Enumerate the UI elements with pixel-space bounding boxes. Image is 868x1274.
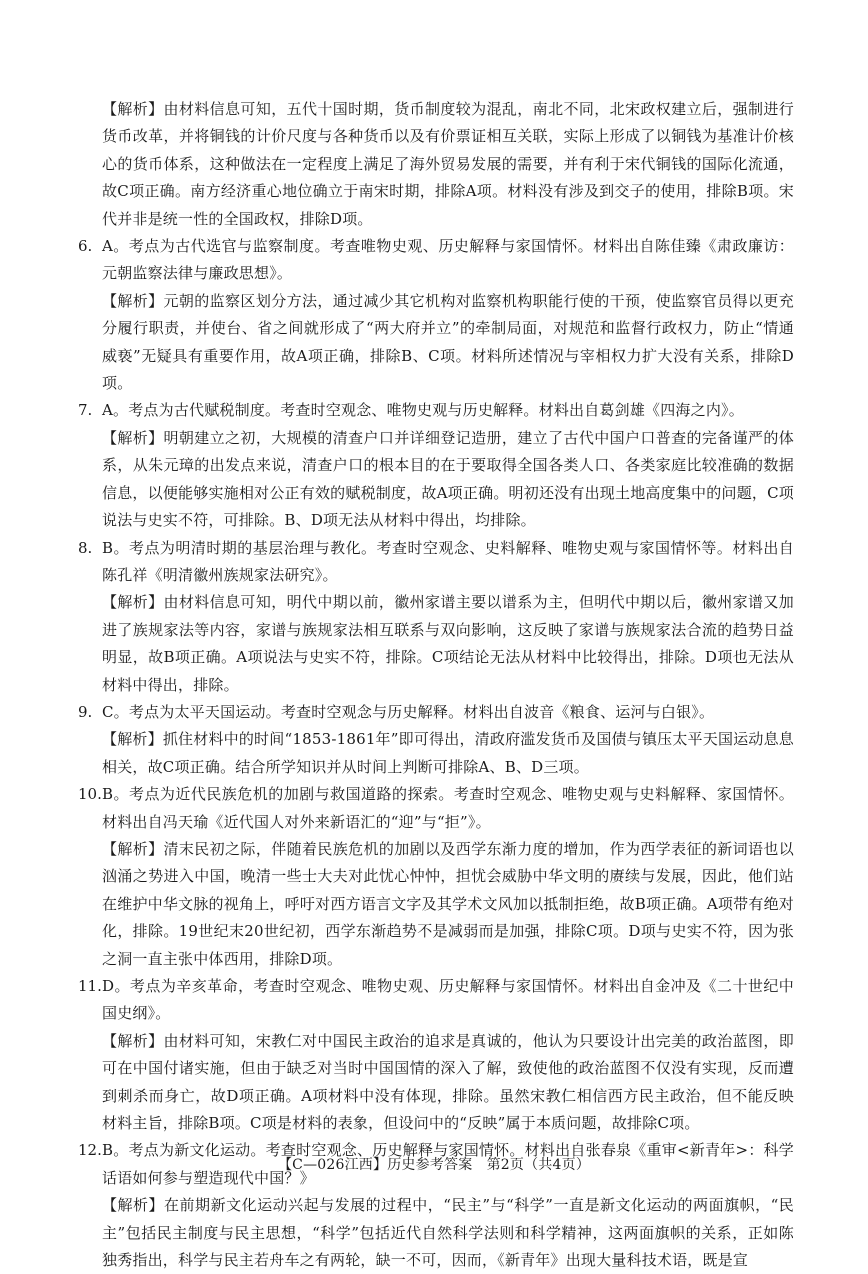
item-analysis: 【解析】清末民初之际，伴随着民族危机的加剧以及西学东渐力度的增加，作为西学表征的新词语也以汹涌之势进入中国，晚清一些士大夫对此忧心忡忡，担忧会威胁中华文明的赓续与发展，因此，他们站在维护中华文脉的视角上，呼吁对西方语言文字及其学术文风加以抵制拒绝，故B项正确。A项带有绝对化，排除。19世纪末20世纪初，西学东渐趋势不是减弱而是加强，排除C项。D项与史实不符，因为张之洞一直主张中体西用，排除D项。 <box>102 839 794 968</box>
answer-item <box>78 535 794 590</box>
page-footer: 【C—026江西】历史参考答案 第2页（共4页） <box>277 1157 591 1173</box>
item-analysis: 【解析】抓住材料中的时间“1853-1861年”即可得出，清政府滥发货币及国债与镇压太平天国运动息息相关，故C项正确。结合所学知识并从时间上判断可排除A、B、D三项。 <box>102 730 794 776</box>
item-analysis: 【解析】在前期新文化运动兴起与发展的过程中，“民主”与“科学”一直是新文化运动的两面旗帜，“民主”包括民主制度与民主思想，“科学”包括近代自然科学法则和科学精神，这两面旗帜的关系，正如陈独秀指出，科学与民主若舟车之有两轮，缺一不可，因而，《新青年》出现大量科技术语，既是宣 <box>102 1196 794 1270</box>
item-number: 7. <box>78 401 93 420</box>
item-number: 10. <box>78 785 102 804</box>
item-answer: B。考点为明清时期的基层治理与教化。考查时空观念、史料解释、唯物史观与家国情怀等。材料出自陈孔祥《明清徽州族规家法研究》。 <box>102 538 794 584</box>
answer-item <box>78 973 794 1028</box>
item-answer: A。考点为古代选官与监察制度。考查唯物史观、历史解释与家国情怀。材料出自陈佳臻《肃政廉访：元朝监察法律与廉政思想》。 <box>102 237 794 283</box>
item-number: 8. <box>78 538 93 557</box>
item-number: 6. <box>78 237 93 256</box>
answer-item <box>78 397 794 424</box>
item-answer: B。考点为新文化运动。考查时空观念、历史解释与家国情怀。材料出自张春泉《重审<新青年>：科学话语如何参与塑造现代中国？》 <box>102 1141 794 1187</box>
item-answer: C。考点为太平天国运动。考查时空观念与历史解释。材料出自波音《粮食、运河与白银》。 <box>102 702 715 721</box>
item-analysis: 【解析】由材料信息可知，明代中期以前，徽州家谱主要以谱系为主，但明代中期以后，徽州家谱又加进了族规家法等内容，家谱与族规家法相互联系与双向影响，这反映了家谱与族规家法合流的趋势日益明显，故B项正确。A项说法与史实不符，排除。C项结论无法从材料中比较得出，排除。D项也无法从材料中得出，排除。 <box>102 593 794 694</box>
item-analysis: 【解析】元朝的监察区划分方法，通过减少其它机构对监察机构职能行使的干预，使监察官员得以更充分履行职责，并使台、省之间就形成了“两大府并立”的牵制局面，对规范和监督行政权力，防止“情通威亵”无疑具有重要作用，故A项正确，排除B、C项。材料所述情况与宰相权力扩大没有关系，排除D项。 <box>102 291 794 393</box>
item-number: 11. <box>78 977 102 995</box>
item-answer: B。考点为近代民族危机的加剧与救国道路的探索。考查时空观念、唯物史观与史料解释、家国情怀。材料出自冯天瑜《近代国人对外来新语汇的“迎”与“拒”》。 <box>102 785 794 831</box>
intro-analysis: 【解析】由材料信息可知，五代十国时期，货币制度较为混乱，南北不同，北宋政权建立后，强制进行货币改革，并将铜钱的计价尺度与各种货币以及有价票证相互关联，实际上形成了以铜钱为基准计价核心的货币体系，这种做法在一定程度上满足了海外贸易发展的需要，并有利于宋代铜钱的国际化流通，故C项正确。南方经济重心地位确立于南宋时期，排除A项。材料没有涉及到交子的使用，排除B项。宋代并非是统一性的全国政权，排除D项。 <box>102 100 794 228</box>
item-analysis: 【解析】由材料可知，宋教仁对中国民主政治的追求是真诚的，他认为只要设计出完美的政治蓝图，即可在中国付诸实施，但由于缺乏对当时中国国情的深入了解，致使他的政治蓝图不仅没有实现，反而遭到刺杀而身亡，故D项正确。A项材料中没有体现，排除。虽然宋教仁相信西方民主政治，但不能反映材料主旨，排除B项。C项是材料的表象，但设问中的“反映”属于本质问题，故排除C项。 <box>102 1031 794 1133</box>
answer-item <box>78 233 794 288</box>
item-number: 12. <box>78 1141 102 1160</box>
page-content <box>78 96 794 1274</box>
answer-item <box>78 699 794 726</box>
item-answer: A。考点为古代赋税制度。考查时空观念、唯物史观与历史解释。材料出自葛剑雄《四海之内》。 <box>102 401 744 420</box>
item-number: 9. <box>78 702 93 721</box>
item-analysis: 【解析】明朝建立之初，大规模的清查户口并详细登记造册，建立了古代中国户口普查的完备谨严的体系，从朱元璋的出发点来说，清查户口的根本目的在于要取得全国各类人口、各类家庭比较准确的数据信息，以便能够实施相对公正有效的赋税制度，故A项正确。明初还没有出现土地高度集中的问题，C项说法与史实不符，可排除。B、D项无法从材料中得出，均排除。 <box>102 428 794 530</box>
item-answer: D。考点为辛亥革命，考查时空观念、唯物史观、历史解释与家国情怀。材料出自金冲及《二十世纪中国史纲》。 <box>102 977 794 1023</box>
answer-item <box>78 781 794 836</box>
